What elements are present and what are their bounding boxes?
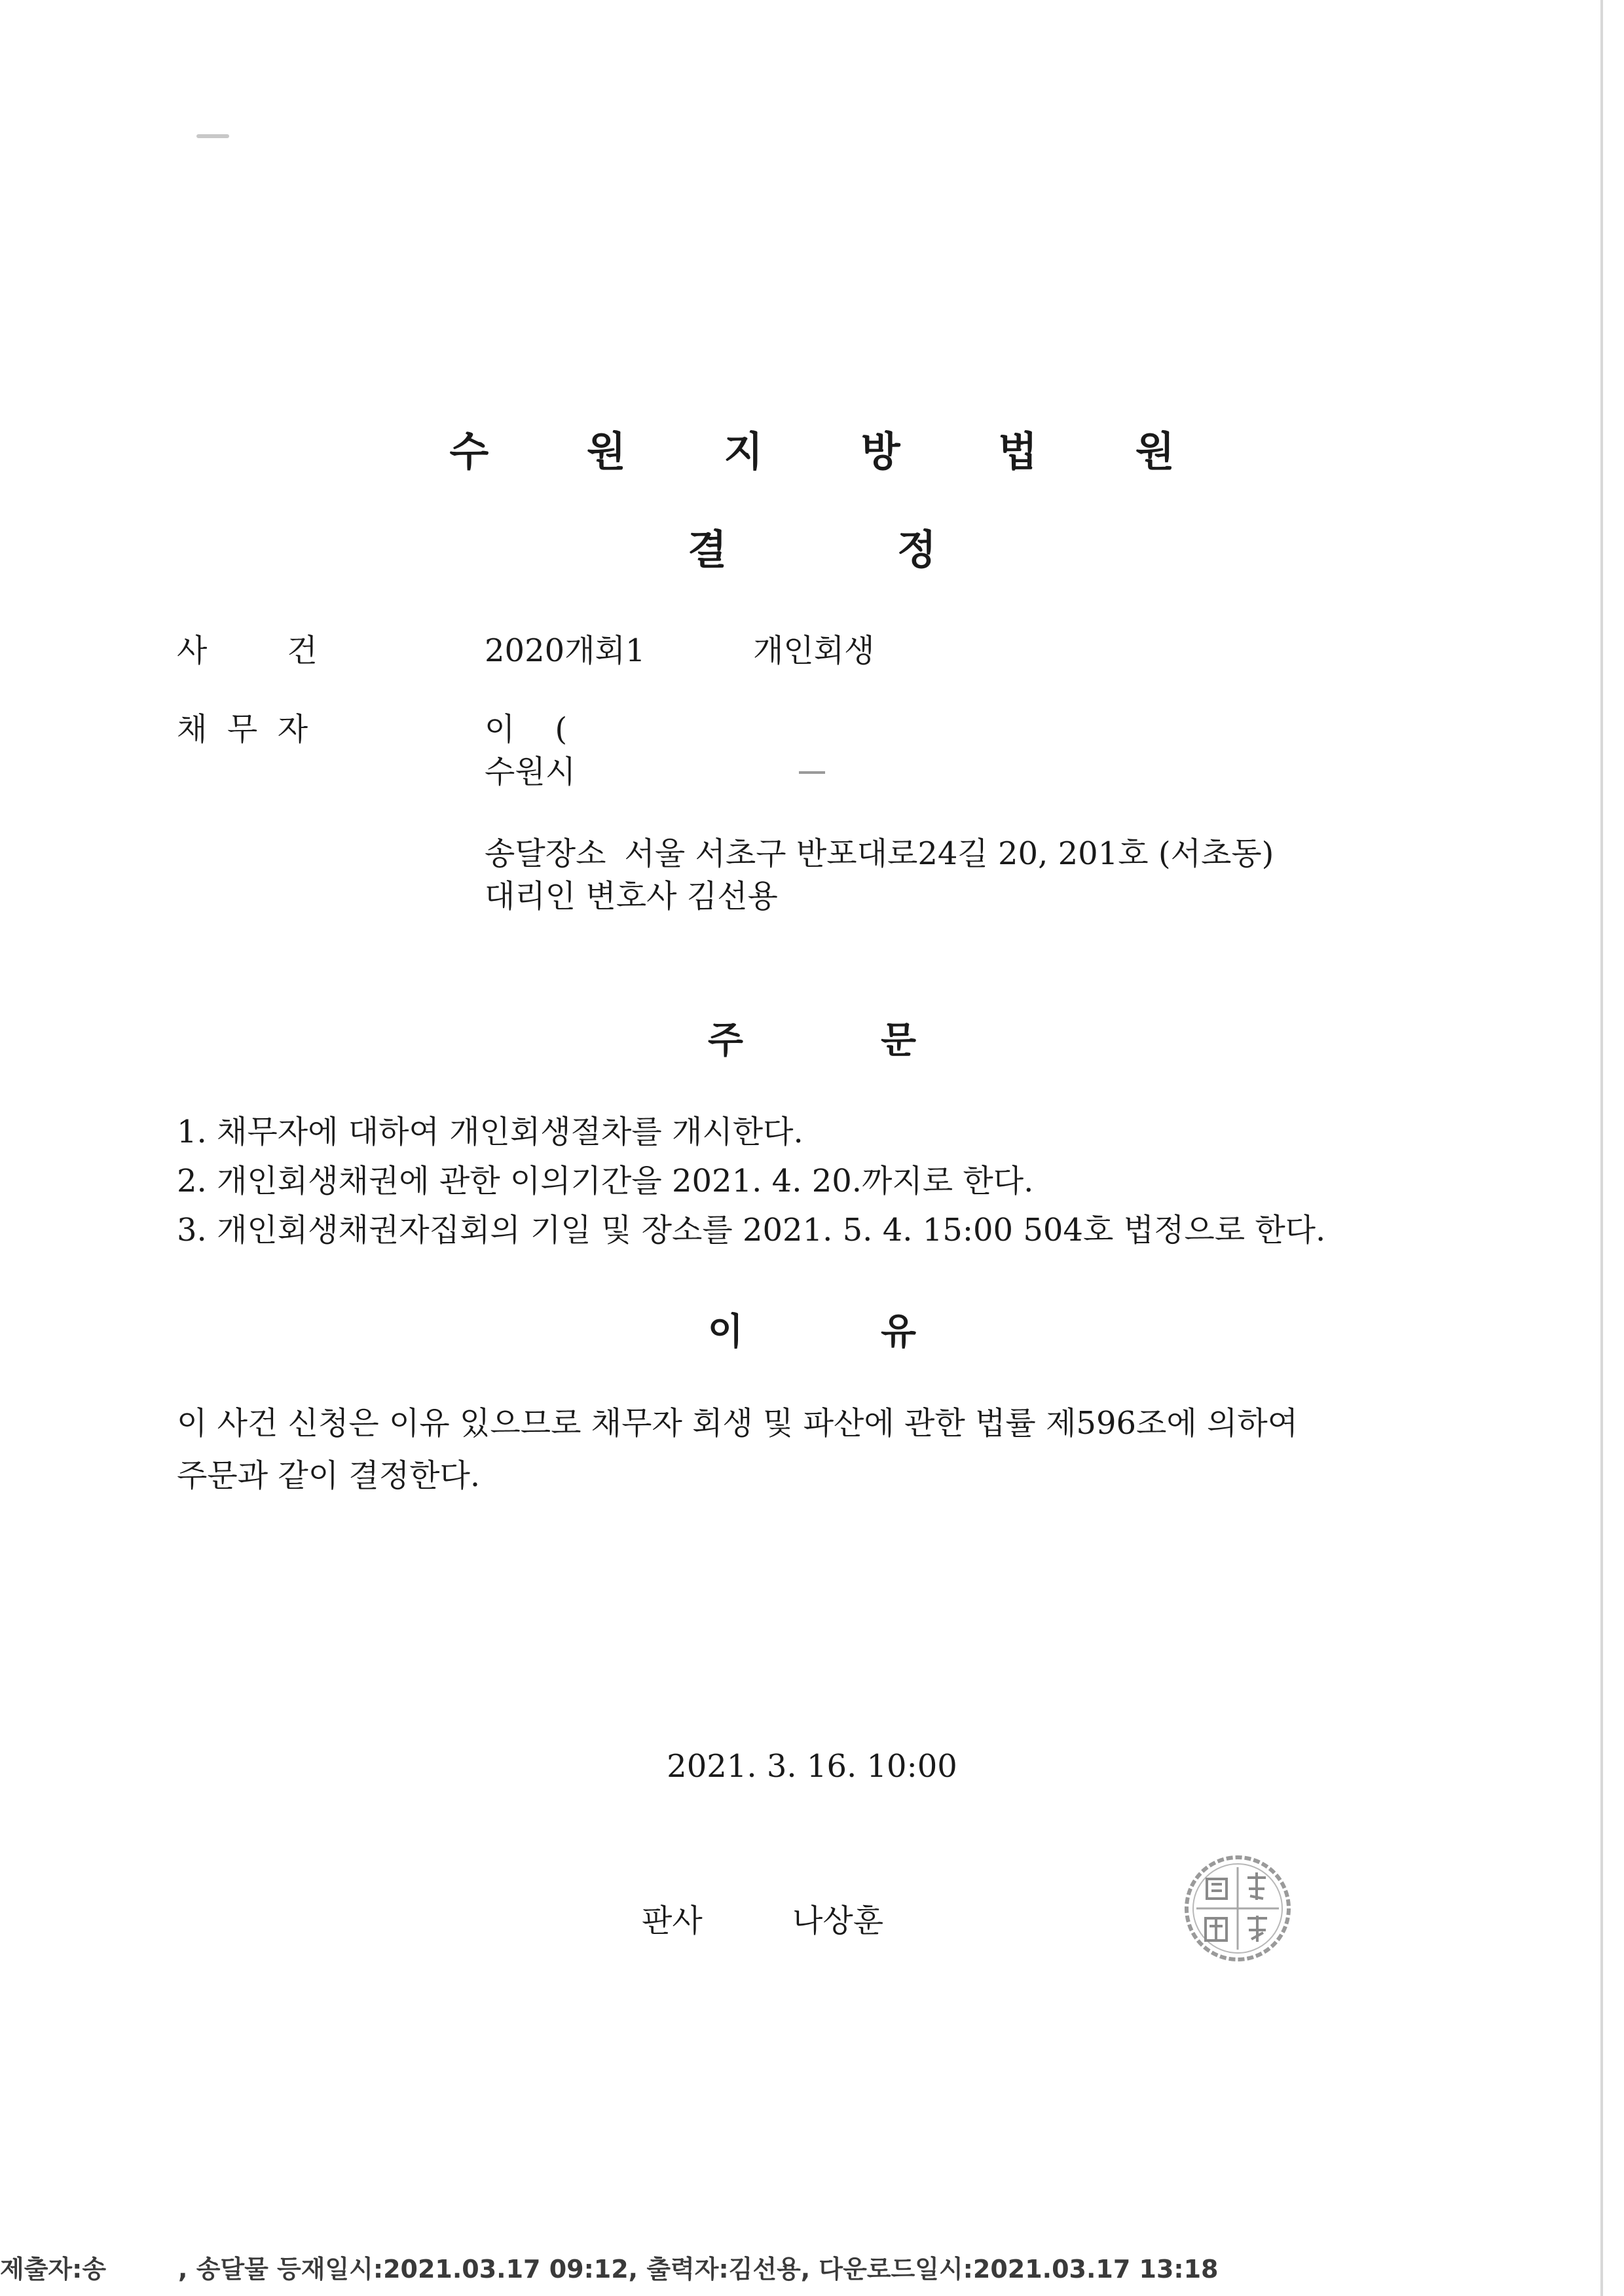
scan-edge-line (1600, 0, 1603, 2296)
debtor-label: 채 무 자 (177, 711, 308, 748)
delivery-address: 서울 서초구 반포대로24길 20, 201호 (서초동) (624, 835, 1274, 872)
order-heading-left: 주 (707, 1019, 743, 1062)
case-number: 2020개회1 (485, 632, 646, 669)
delivery-place (485, 828, 1274, 873)
document-type-right: 정 (897, 526, 936, 574)
document-type-left: 결 (688, 526, 727, 574)
case-type: 개인회생 (753, 632, 875, 669)
reason-heading-right: 유 (881, 1311, 917, 1353)
footer-submitter: 제출자:송 (0, 2255, 107, 2284)
document-type-title (0, 517, 1624, 575)
debtor-name: 이 ( (485, 711, 568, 748)
order-item-3: 3. 개인회생채권자집회의 기일 및 장소를 2021. 5. 4. 15:00 504호 법정으로 한다. (177, 1212, 1326, 1248)
debtor-address: 수원시 (485, 754, 576, 790)
judge-seal-stamp (1182, 1853, 1293, 1964)
order-item-1: 1. 채무자에 대하여 개인회생절차를 개시한다. (177, 1114, 803, 1150)
judge-title: 판사 (642, 1903, 703, 1939)
scan-smudge (196, 134, 229, 138)
order-heading (0, 1011, 1624, 1064)
decision-date: 2021. 3. 16. 10:00 (667, 1748, 957, 1785)
reason-line-1: 이 사건 신청은 이유 있으므로 채무자 회생 및 파산에 관한 법률 제596조에 의하여 (177, 1405, 1299, 1442)
footer-details: , 송달물 등재일시:2021.03.17 09:12, 출력자:김선용, 다운로드일시:2021.03.17 13:18 (178, 2255, 1219, 2284)
case-label: 사 건 (177, 632, 318, 669)
judge-name: 나상훈 (792, 1903, 884, 1939)
reason-heading-left: 이 (707, 1311, 743, 1353)
reason-line-2: 주문과 같이 결정한다. (177, 1457, 481, 1494)
order-heading-right: 문 (881, 1019, 917, 1062)
delivery-label: 송달장소 (485, 835, 606, 872)
redaction-mark (799, 771, 825, 774)
court-name: 수 원 지 방 법 원 (449, 428, 1217, 475)
attorney: 대리인 변호사 김선용 (485, 878, 778, 915)
submission-footer (0, 2249, 1218, 2285)
order-item-2: 2. 개인회생채권에 관한 이의기간을 2021. 4. 20.까지로 한다. (177, 1163, 1034, 1199)
reason-heading (0, 1303, 1624, 1355)
